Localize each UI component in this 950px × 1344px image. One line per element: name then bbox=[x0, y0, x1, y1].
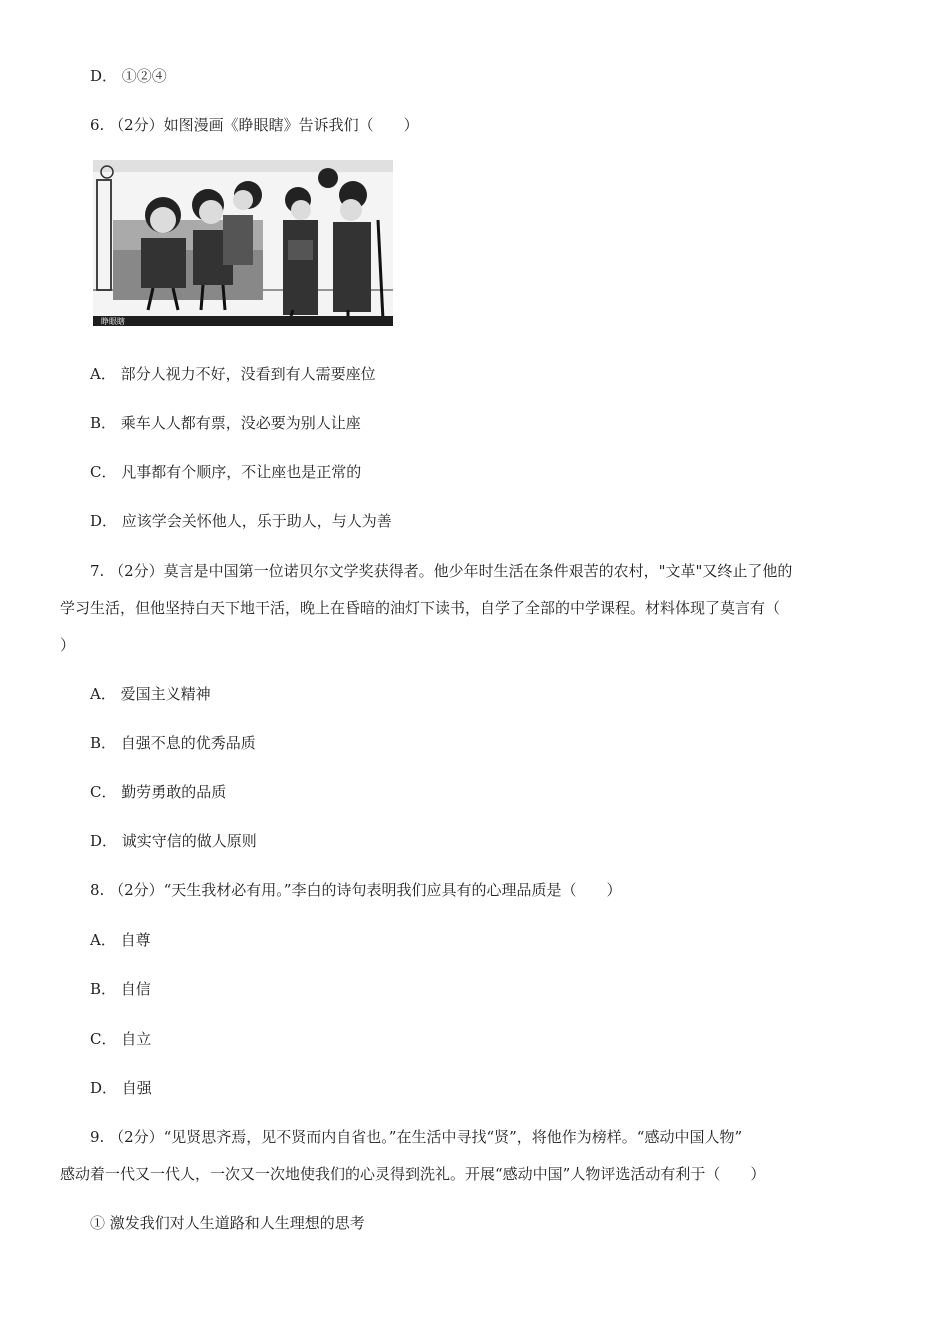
q8-option-d: D． 自强 bbox=[90, 1079, 152, 1097]
q6-option-c: C． 凡事都有个顺序，不让座也是正常的 bbox=[90, 463, 362, 481]
q9-stem-line2: 感动着一代又一代人，一次又一次地使我们的心灵得到洗礼。开展“感动中国”人物评选活动有利于（ ） bbox=[60, 1165, 766, 1183]
q5-option-d: D． ①②④ bbox=[90, 67, 167, 85]
q6-option-b: B． 乘车人人都有票，没必要为别人让座 bbox=[90, 414, 361, 432]
q7-stem-line1: 7. （2分）莫言是中国第一位诺贝尔文学奖获得者。他少年时生活在条件艰苦的农村，"文革"又终止了他的 bbox=[90, 562, 793, 580]
q6-cartoon-image bbox=[93, 160, 393, 326]
q7-option-a: A． 爱国主义精神 bbox=[90, 685, 211, 703]
q9-item-1: ① 激发我们对人生道路和人生理想的思考 bbox=[90, 1214, 365, 1232]
q8-stem: 8. （2分）“天生我材必有用。”李白的诗句表明我们应具有的心理品质是（ ） bbox=[90, 881, 622, 899]
q6-option-a: A． 部分人视力不好，没看到有人需要座位 bbox=[90, 365, 376, 383]
q8-option-a: A． 自尊 bbox=[90, 931, 151, 949]
q8-option-b: B． 自信 bbox=[90, 980, 151, 998]
q7-stem-line2: 学习生活，但他坚持白天下地干活，晚上在昏暗的油灯下读书，自学了全部的中学课程。材料体现了莫言有（ bbox=[60, 599, 781, 617]
q6-option-d: D． 应该学会关怀他人，乐于助人，与人为善 bbox=[90, 512, 392, 530]
q6-stem: 6. （2分）如图漫画《睁眼瞎》告诉我们（ ） bbox=[90, 116, 419, 134]
q7-option-c: C． 勤劳勇敢的品质 bbox=[90, 783, 227, 801]
q9-stem-line1: 9. （2分）“见贤思齐焉，见不贤而内自省也。”在生活中寻找“贤”，将他作为榜样。“感动中国人物” bbox=[90, 1128, 743, 1146]
q8-option-c: C． 自立 bbox=[90, 1030, 152, 1048]
q6-cartoon-caption: 睁眼瞎 bbox=[101, 317, 125, 326]
q7-option-d: D． 诚实守信的做人原则 bbox=[90, 832, 257, 850]
q7-stem-line3: ） bbox=[60, 636, 76, 654]
q7-option-b: B． 自强不息的优秀品质 bbox=[90, 734, 256, 752]
